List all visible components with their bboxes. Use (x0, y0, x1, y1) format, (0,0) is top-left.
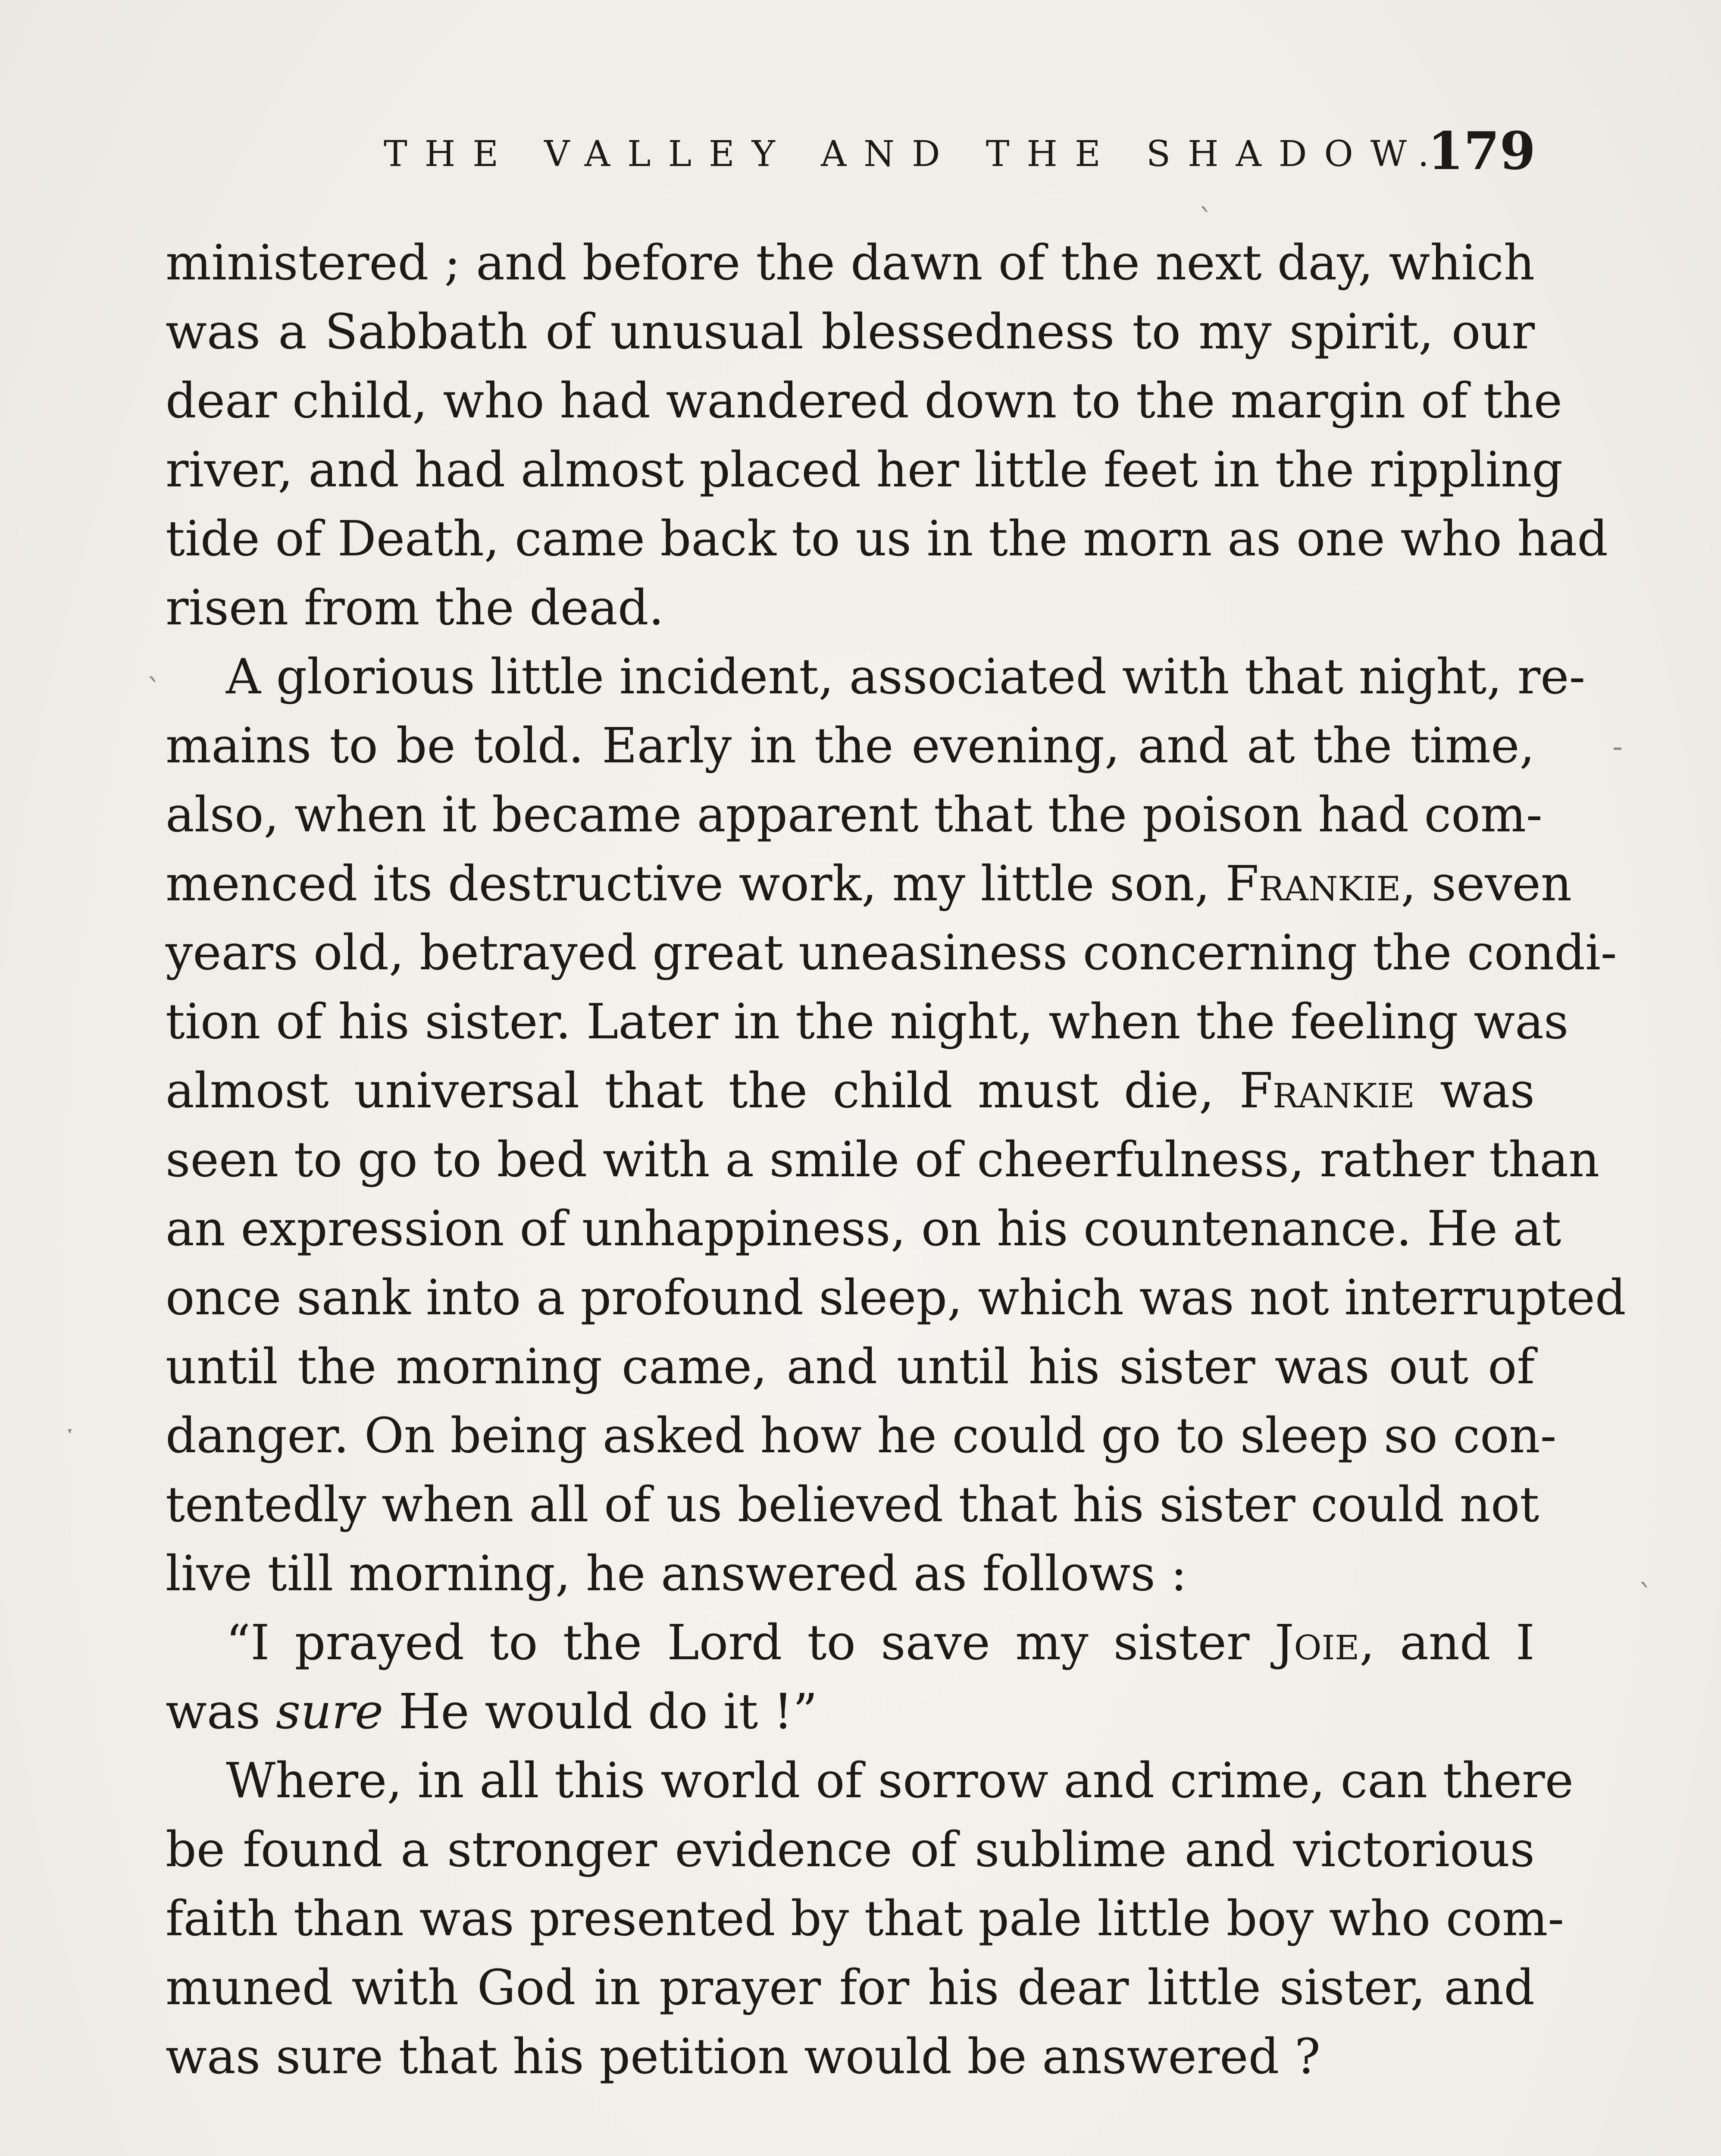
text-line: until the morning came, and until his sister was out of (166, 1339, 1535, 1395)
text-line: also, when it became apparent that the poison had com- (166, 787, 1543, 843)
text-line: live till morning, he answered as follows : (166, 1546, 1187, 1602)
paper-speck: ˋ (147, 673, 162, 708)
running-title: THE VALLEY AND THE SHADOW. (384, 134, 1446, 175)
text-line: mains to be told. Early in the evening, and at the time, (166, 718, 1535, 774)
text-segment: almost universal that the child must die, (166, 1063, 1239, 1119)
text-line: be found a stronger evidence of sublime and victorious (166, 1822, 1535, 1878)
paper-speck: ˋ (1198, 203, 1214, 238)
text-segment: menced its destructive work, my little son, (166, 856, 1226, 912)
text-segment: was (166, 1684, 276, 1740)
paper-speck: ˑ (65, 1414, 75, 1450)
text-line: tion of his sister. Later in the night, when the feeling was (166, 994, 1569, 1050)
text-segment: , seven (1401, 856, 1572, 912)
text-line: river, and had almost placed her little feet in the rippling (166, 442, 1563, 498)
running-head (164, 121, 1536, 185)
text-segment: , and I (1359, 1615, 1535, 1671)
text-line: faith than was presented by that pale little boy who com- (166, 1891, 1565, 1947)
text-line: an expression of unhappiness, on his countenance. He at (166, 1201, 1561, 1257)
text-line: Where, in all this world of sorrow and crime, can there (226, 1753, 1574, 1809)
text-line: danger. On being asked how he could go to sleep so con- (166, 1408, 1557, 1464)
text-line: dear child, who had wandered down to the margin of the (166, 373, 1562, 429)
text-line: was a Sabbath of unusual blessedness to my spirit, our (166, 304, 1535, 360)
name-frankie: Frankie (1239, 1063, 1415, 1119)
text-line (166, 1056, 1535, 1125)
text-line: years old, betrayed great uneasiness concerning the condi- (166, 925, 1617, 981)
text-line: A glorious little incident, associated with that night, re- (226, 649, 1586, 705)
text-line (166, 849, 1572, 918)
paper-speck: - (1612, 729, 1623, 764)
paper-speck: ˋ (1638, 1578, 1653, 1614)
name-joie: Joie (1274, 1615, 1360, 1671)
text-line: risen from the dead. (166, 580, 664, 636)
text-line: tentedly when all of us believed that his sister could not (166, 1477, 1540, 1533)
text-line: tide of Death, came back to us in the morn as one who had (166, 511, 1608, 567)
text-line: muned with God in prayer for his dear little sister, and (166, 1960, 1535, 2016)
name-frankie: Frankie (1225, 856, 1401, 912)
body-text (166, 229, 1626, 2091)
page-number: 179 (1427, 121, 1536, 182)
text-line: was sure that his petition would be answered ? (166, 2029, 1320, 2085)
text-line: ministered ; and before the dawn of the next day, which (166, 235, 1535, 291)
text-segment: He would do it !” (383, 1684, 818, 1740)
text-line (166, 1608, 1535, 1677)
text-segment: “I prayed to the Lord to save my sister (226, 1615, 1275, 1671)
text-line (166, 1677, 1535, 1746)
text-line: seen to go to bed with a smile of cheerfulness, rather than (166, 1132, 1600, 1188)
emphasis-sure: sure (275, 1684, 384, 1740)
text-line: once sank into a profound sleep, which was not interrupted (166, 1270, 1626, 1326)
text-segment: was (1414, 1063, 1535, 1119)
